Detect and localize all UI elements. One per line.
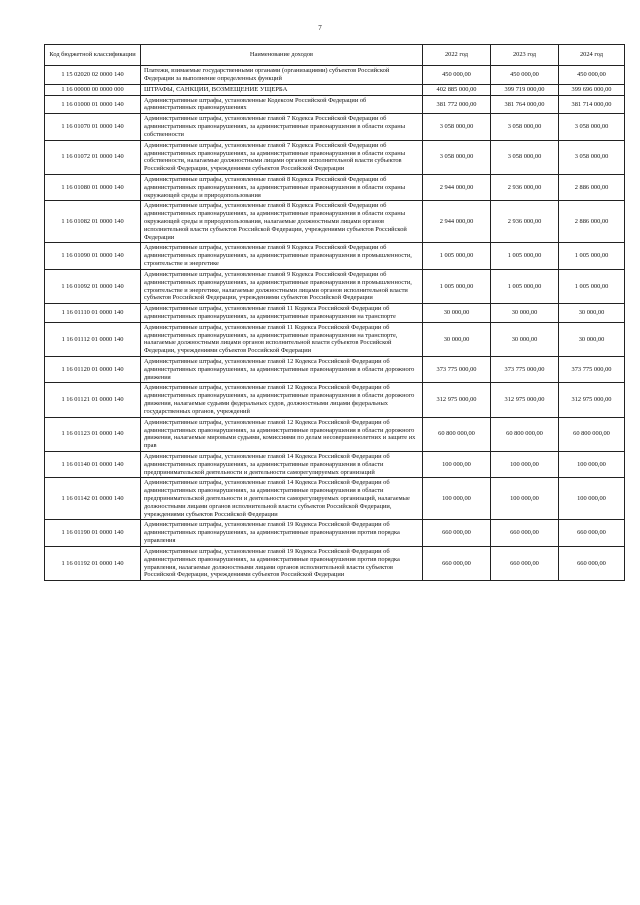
row-name: Административные штрафы, установленные главой 9 Кодекса Российской Федерации об административных правонарушениях, за административные правонарушения в промышленности, строительстве и энергетике [141,243,423,269]
table-row [45,174,625,200]
row-value-2023: 60 800 000,00 [491,417,559,451]
table-row [45,140,625,174]
row-name: Административные штрафы, установленные Кодексом Российской Федерации об административных правонарушениях [141,95,423,114]
header-code: Код бюджетной классификации [45,45,141,66]
row-code: 1 16 01092 01 0000 140 [45,269,141,303]
table-row [45,304,625,323]
row-value-2023: 100 000,00 [491,478,559,520]
row-value-2023: 660 000,00 [491,546,559,580]
row-name: Административные штрафы, установленные главой 11 Кодекса Российской Федерации об административных правонарушениях, за административные правонарушения на транспорте, налагаемые должностными лицами органов исполнительной власти субъектов Российской Федерации, учреждениями субъектов Российской Федерации [141,322,423,356]
row-value-2024: 399 696 000,00 [559,84,625,95]
row-name: Административные штрафы, установленные главой 8 Кодекса Российской Федерации об административных правонарушениях, за административные правонарушения в области охраны окружающей среды и природопользования [141,174,423,200]
row-value-2023: 450 000,00 [491,66,559,85]
row-name: Административные штрафы, установленные главой 11 Кодекса Российской Федерации об административных правонарушениях, за административные правонарушения на транспорте [141,304,423,323]
row-value-2024: 3 058 000,00 [559,140,625,174]
row-value-2022: 450 000,00 [423,66,491,85]
table-row [45,383,625,417]
page-number: 7 [318,24,322,32]
row-code: 1 16 01090 01 0000 140 [45,243,141,269]
row-value-2024: 660 000,00 [559,546,625,580]
row-value-2022: 60 800 000,00 [423,417,491,451]
row-value-2023: 1 005 000,00 [491,269,559,303]
row-name: Административные штрафы, установленные главой 14 Кодекса Российской Федерации об административных правонарушениях, за административные правонарушения в области предпринимательской деятельности и деятельности саморегулируемых организаций, налагаемые должностными лицами органов исполнительной власти субъектов Российской Федерации, учреждениями субъектов Российской Федерации [141,478,423,520]
row-code: 1 16 01123 01 0000 140 [45,417,141,451]
row-value-2023: 3 058 000,00 [491,140,559,174]
header-2024: 2024 год [559,45,625,66]
table-row [45,269,625,303]
row-code: 1 16 01082 01 0000 140 [45,201,141,243]
row-value-2024: 3 058 000,00 [559,114,625,140]
row-name: Административные штрафы, установленные главой 9 Кодекса Российской Федерации об административных правонарушениях, за административные правонарушения в промышленности, строительстве и энергетике, налагаемые должностными лицами органов исполнительной власти субъектов Российской Федерации, учреждениями субъектов Российской Федерации [141,269,423,303]
row-code: 1 16 01140 01 0000 140 [45,451,141,477]
row-value-2024: 450 000,00 [559,66,625,85]
row-value-2022: 3 058 000,00 [423,114,491,140]
row-value-2023: 381 764 000,00 [491,95,559,114]
header-2022: 2022 год [423,45,491,66]
row-value-2022: 402 885 000,00 [423,84,491,95]
row-name: Административные штрафы, установленные главой 7 Кодекса Российской Федерации об административных правонарушениях, за административные правонарушения в области охраны собственности, налагаемые должностными лицами органов исполнительной власти субъектов Российской Федерации, учреждениями субъектов Российской Федерации [141,140,423,174]
row-value-2023: 312 975 000,00 [491,383,559,417]
row-value-2023: 373 775 000,00 [491,357,559,383]
row-value-2022: 2 944 000,00 [423,174,491,200]
row-value-2022: 373 775 000,00 [423,357,491,383]
row-value-2022: 100 000,00 [423,451,491,477]
row-value-2022: 1 005 000,00 [423,269,491,303]
row-code: 1 16 01121 01 0000 140 [45,383,141,417]
budget-revenue-table [44,44,625,581]
row-code: 1 16 01110 01 0000 140 [45,304,141,323]
row-name: Административные штрафы, установленные главой 12 Кодекса Российской Федерации об административных правонарушениях, за административные правонарушения в области дорожного движения [141,357,423,383]
row-name: Административные штрафы, установленные главой 14 Кодекса Российской Федерации об административных правонарушениях, за административные правонарушения в области предпринимательской деятельности и деятельности саморегулируемых организаций [141,451,423,477]
row-code: 1 16 01080 01 0000 140 [45,174,141,200]
table-row [45,322,625,356]
table-row [45,520,625,546]
row-value-2023: 2 936 000,00 [491,174,559,200]
table-row [45,114,625,140]
row-name: Административные штрафы, установленные главой 7 Кодекса Российской Федерации об административных правонарушениях, за административные правонарушения в области охраны собственности [141,114,423,140]
row-value-2023: 30 000,00 [491,322,559,356]
row-code: 1 16 01190 01 0000 140 [45,520,141,546]
row-value-2022: 30 000,00 [423,322,491,356]
row-value-2022: 3 058 000,00 [423,140,491,174]
header-name: Наименование доходов [141,45,423,66]
table-row [45,451,625,477]
row-name: Административные штрафы, установленные главой 12 Кодекса Российской Федерации об административных правонарушениях, за административные правонарушения в области дорожного движения, налагаемые судьями федеральных судов, должностными лицами федеральных государственных органов, учреждений [141,383,423,417]
row-value-2024: 2 886 000,00 [559,201,625,243]
row-code: 1 16 01000 01 0000 140 [45,95,141,114]
row-code: 1 16 01142 01 0000 140 [45,478,141,520]
row-name: Административные штрафы, установленные главой 19 Кодекса Российской Федерации об административных правонарушениях, за административные правонарушения против порядка управления, налагаемые должностными лицами органов исполнительной власти субъектов Российской Федерации, учреждениями субъектов Российской Федерации [141,546,423,580]
row-value-2024: 100 000,00 [559,478,625,520]
row-value-2024: 1 005 000,00 [559,269,625,303]
row-code: 1 16 00000 00 0000 000 [45,84,141,95]
table-row [45,201,625,243]
row-code: 1 16 01120 01 0000 140 [45,357,141,383]
row-code: 1 16 01192 01 0000 140 [45,546,141,580]
row-value-2023: 30 000,00 [491,304,559,323]
table-row [45,478,625,520]
row-value-2024: 373 775 000,00 [559,357,625,383]
row-value-2024: 660 000,00 [559,520,625,546]
row-name: Административные штрафы, установленные главой 12 Кодекса Российской Федерации об административных правонарушениях, за административные правонарушения в области дорожного движения, налагаемые мировыми судьями, комиссиями по делам несовершеннолетних и защите их прав [141,417,423,451]
row-value-2024: 1 005 000,00 [559,243,625,269]
row-value-2022: 312 975 000,00 [423,383,491,417]
row-value-2022: 2 944 000,00 [423,201,491,243]
table-row [45,84,625,95]
table-row [45,357,625,383]
row-value-2022: 660 000,00 [423,546,491,580]
row-value-2023: 3 058 000,00 [491,114,559,140]
row-code: 1 16 01112 01 0000 140 [45,322,141,356]
row-name: Платежи, взимаемые государственными органами (организациями) субъектов Российской Федерации за выполнение определенных функций [141,66,423,85]
row-value-2024: 381 714 000,00 [559,95,625,114]
row-value-2022: 381 772 000,00 [423,95,491,114]
row-value-2024: 60 800 000,00 [559,417,625,451]
table-row [45,546,625,580]
row-value-2023: 660 000,00 [491,520,559,546]
row-value-2022: 660 000,00 [423,520,491,546]
table-row [45,95,625,114]
row-code: 1 15 02020 02 0000 140 [45,66,141,85]
table-header-row [45,45,625,66]
table-body [45,66,625,581]
row-value-2023: 2 936 000,00 [491,201,559,243]
row-value-2024: 2 886 000,00 [559,174,625,200]
row-value-2022: 30 000,00 [423,304,491,323]
row-value-2022: 100 000,00 [423,478,491,520]
row-code: 1 16 01072 01 0000 140 [45,140,141,174]
header-2023: 2023 год [491,45,559,66]
table-row [45,243,625,269]
row-value-2022: 1 005 000,00 [423,243,491,269]
row-value-2024: 30 000,00 [559,322,625,356]
row-name: Административные штрафы, установленные главой 19 Кодекса Российской Федерации об административных правонарушениях, за административные правонарушения против порядка управления [141,520,423,546]
table-row [45,417,625,451]
row-value-2024: 30 000,00 [559,304,625,323]
row-value-2023: 1 005 000,00 [491,243,559,269]
row-name: ШТРАФЫ, САНКЦИИ, ВОЗМЕЩЕНИЕ УЩЕРБА [141,84,423,95]
row-value-2024: 312 975 000,00 [559,383,625,417]
row-value-2023: 399 719 000,00 [491,84,559,95]
table-row [45,66,625,85]
row-value-2023: 100 000,00 [491,451,559,477]
row-name: Административные штрафы, установленные главой 8 Кодекса Российской Федерации об административных правонарушениях, за административные правонарушения в области охраны окружающей среды и природопользования, налагаемые должностными лицами органов исполнительной власти субъектов Российской Федерации, учреждениями субъектов Российской Федерации [141,201,423,243]
row-value-2024: 100 000,00 [559,451,625,477]
row-code: 1 16 01070 01 0000 140 [45,114,141,140]
